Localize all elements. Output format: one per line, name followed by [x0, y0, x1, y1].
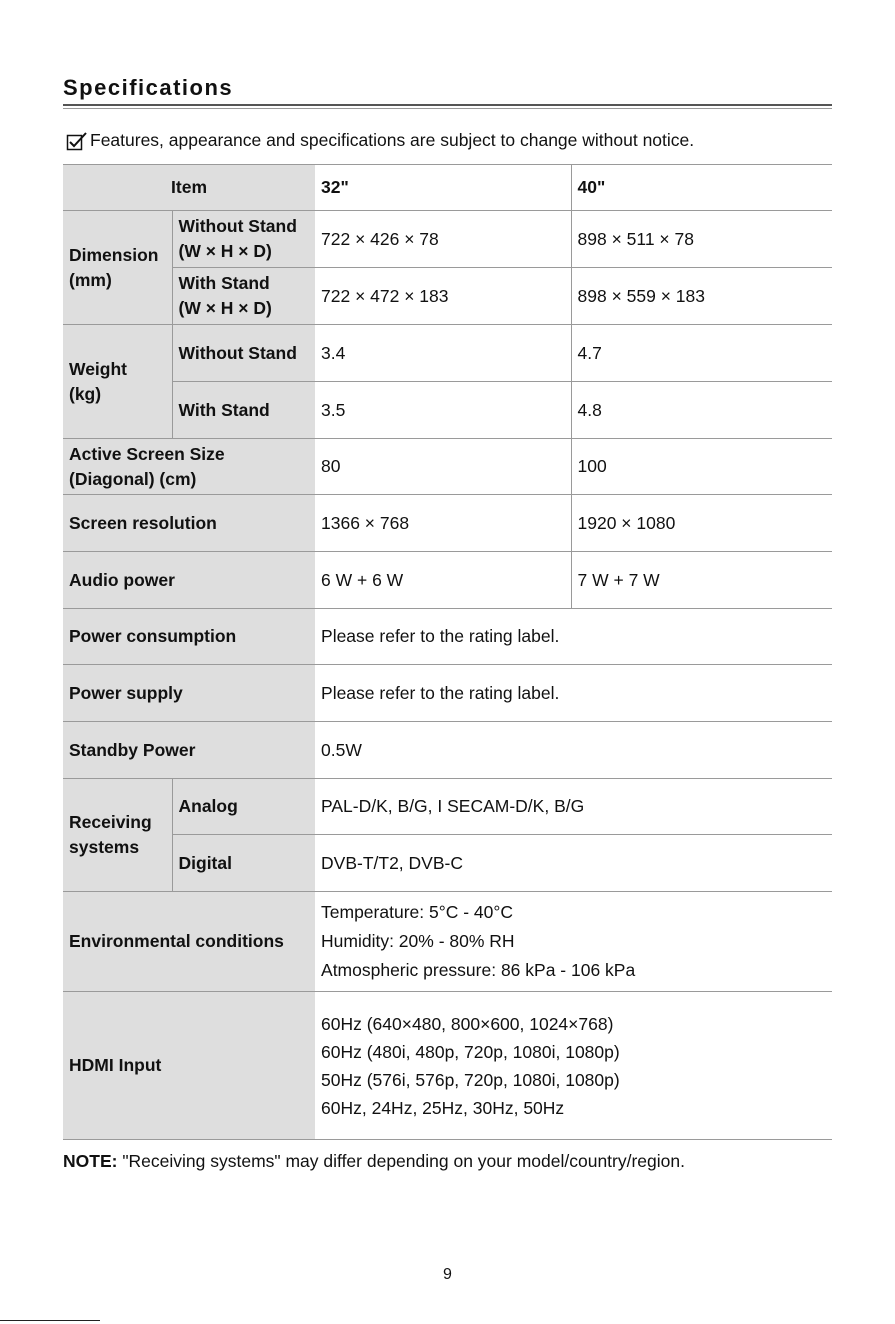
value-cell: 0.5W	[315, 722, 832, 779]
page-title: Specifications	[63, 75, 234, 100]
table-row	[63, 779, 832, 835]
bottom-rule	[0, 1320, 100, 1321]
value-cell: 3.5	[315, 382, 571, 439]
spec-table	[63, 164, 832, 1140]
notice	[66, 130, 694, 151]
receiving-label: Receiving systems	[63, 779, 172, 892]
standby-label: Standby Power	[63, 722, 315, 779]
value-cell: 3.4	[315, 325, 571, 382]
dimension-label: Dimension (mm)	[63, 211, 172, 325]
note	[63, 1151, 685, 1172]
table-row	[63, 609, 832, 665]
table-row	[63, 382, 832, 439]
table-row	[63, 211, 832, 268]
table-row	[63, 835, 832, 892]
screen-size-label: Active Screen Size (Diagonal) (cm)	[63, 439, 315, 495]
table-row	[63, 992, 832, 1140]
weight-sub-label: With Stand	[172, 382, 315, 439]
table-row	[63, 892, 832, 992]
receiving-sub-label: Digital	[172, 835, 315, 892]
table-row	[63, 665, 832, 722]
value-cell: 722 × 472 × 183	[315, 268, 571, 325]
value-cell: DVB-T/T2, DVB-C	[315, 835, 832, 892]
hdmi-label: HDMI Input	[63, 992, 315, 1140]
value-cell: 1366 × 768	[315, 495, 571, 552]
table-row	[63, 268, 832, 325]
page-number: 9	[443, 1266, 452, 1283]
audio-label: Audio power	[63, 552, 315, 609]
table-row	[63, 325, 832, 382]
table-row	[63, 495, 832, 552]
dimension-sub-label: Without Stand (W × H × D)	[172, 211, 315, 268]
value-cell: 1920 × 1080	[571, 495, 832, 552]
value-cell: 898 × 511 × 78	[571, 211, 832, 268]
dimension-sub-label: With Stand (W × H × D)	[172, 268, 315, 325]
resolution-label: Screen resolution	[63, 495, 315, 552]
note-prefix: NOTE:	[63, 1151, 118, 1171]
value-cell: 722 × 426 × 78	[315, 211, 571, 268]
value-cell: 4.7	[571, 325, 832, 382]
power-consumption-label: Power consumption	[63, 609, 315, 665]
title-rule	[63, 104, 832, 106]
value-cell: 100	[571, 439, 832, 495]
notice-text: Features, appearance and specifications are subject to change without notice.	[90, 130, 695, 150]
header-col-40: 40"	[571, 165, 832, 211]
table-header-row	[63, 165, 832, 211]
weight-label: Weight (kg)	[63, 325, 172, 439]
value-cell: Please refer to the rating label.	[315, 665, 832, 722]
value-cell: 60Hz (640×480, 800×600, 1024×768) 60Hz (480i, 480p, 720p, 1080i, 1080p) 50Hz (576i, 576p, 720p, 1080i, 1080p) 60Hz, 24Hz, 25Hz, 30Hz, 50Hz	[315, 992, 832, 1140]
value-cell: 898 × 559 × 183	[571, 268, 832, 325]
receiving-sub-label: Analog	[172, 779, 315, 835]
value-cell: 7 W + 7 W	[571, 552, 832, 609]
value-cell: 80	[315, 439, 571, 495]
value-cell: PAL-D/K, B/G, I SECAM-D/K, B/G	[315, 779, 832, 835]
table-row	[63, 722, 832, 779]
value-cell: 6 W + 6 W	[315, 552, 571, 609]
weight-sub-label: Without Stand	[172, 325, 315, 382]
environment-label: Environmental conditions	[63, 892, 315, 992]
value-cell: Temperature: 5°C - 40°C Humidity: 20% - 80% RH Atmospheric pressure: 86 kPa - 106 kPa	[315, 892, 832, 992]
header-col-32: 32"	[315, 165, 571, 211]
value-cell: Please refer to the rating label.	[315, 609, 832, 665]
power-supply-label: Power supply	[63, 665, 315, 722]
table-row	[63, 439, 832, 495]
header-item: Item	[63, 165, 315, 211]
table-row	[63, 552, 832, 609]
checkbox-check-icon	[66, 131, 88, 151]
note-text: "Receiving systems" may differ depending on your model/country/region.	[117, 1151, 685, 1171]
title-rule-thin	[63, 108, 832, 109]
value-cell: 4.8	[571, 382, 832, 439]
